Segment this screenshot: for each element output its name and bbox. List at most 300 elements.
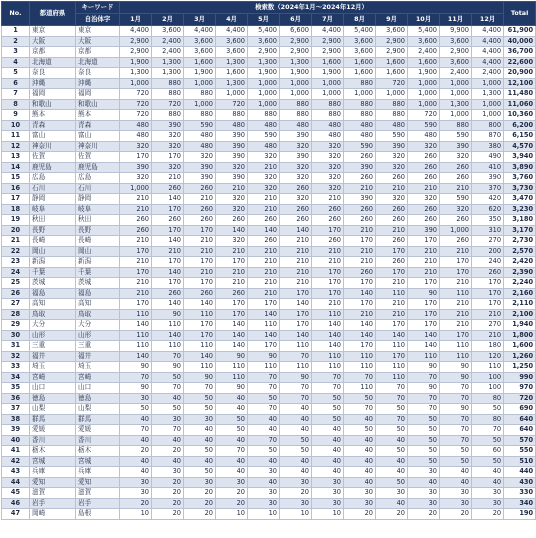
month-value-cell: 480 [248, 120, 280, 131]
month-value-cell: 480 [408, 131, 440, 142]
month-value-cell: 210 [312, 194, 344, 205]
table-row [2, 299, 536, 310]
month-value-cell: 40 [344, 477, 376, 488]
month-value-cell: 390 [408, 225, 440, 236]
month-value-cell: 210 [280, 236, 312, 247]
total-cell: 6,200 [504, 120, 536, 131]
month-value-cell: 40 [376, 467, 408, 478]
month-value-cell: 70 [280, 351, 312, 362]
month-value-cell: 210 [344, 257, 376, 268]
prefecture-cell: 東京 [30, 26, 76, 37]
month-value-cell: 170 [312, 288, 344, 299]
month-value-cell: 880 [184, 89, 216, 100]
total-cell: 1,600 [504, 341, 536, 352]
month-value-cell: 90 [152, 309, 184, 320]
month-value-cell: 720 [152, 99, 184, 110]
keyword-cell: 兵庫 [76, 467, 120, 478]
keyword-cell: 福井 [76, 351, 120, 362]
row-number: 33 [2, 362, 30, 373]
table-row [2, 194, 536, 205]
table-row [2, 509, 536, 520]
month-value-cell: 210 [248, 194, 280, 205]
month-value-cell: 140 [120, 351, 152, 362]
total-cell: 3,940 [504, 152, 536, 163]
row-number: 28 [2, 309, 30, 320]
month-value-cell: 30 [280, 498, 312, 509]
month-value-cell: 2,900 [280, 47, 312, 58]
month-value-cell: 110 [376, 288, 408, 299]
table-row [2, 57, 536, 68]
month-value-cell: 170 [184, 330, 216, 341]
table-row [2, 383, 536, 394]
month-value-cell: 210 [376, 225, 408, 236]
month-value-cell: 260 [408, 173, 440, 184]
month-value-cell: 1,000 [440, 78, 472, 89]
month-value-cell: 210 [344, 225, 376, 236]
month-value-cell: 140 [216, 330, 248, 341]
month-value-cell: 90 [408, 362, 440, 373]
keyword-cell: 沖縄 [76, 78, 120, 89]
table-row [2, 152, 536, 163]
month-value-cell: 20 [408, 509, 440, 520]
month-value-cell: 140 [344, 288, 376, 299]
month-value-cell: 90 [120, 362, 152, 373]
prefecture-cell: 福井 [30, 351, 76, 362]
month-value-cell: 1,600 [184, 57, 216, 68]
month-value-cell: 70 [312, 383, 344, 394]
table-row [2, 393, 536, 404]
month-value-cell: 260 [376, 236, 408, 247]
month-value-cell: 30 [312, 488, 344, 499]
month-value-cell: 40 [216, 435, 248, 446]
month-value-cell: 320 [280, 173, 312, 184]
month-value-cell: 170 [152, 204, 184, 215]
month-value-cell: 40 [376, 435, 408, 446]
keyword-cell: 岐阜 [76, 204, 120, 215]
keyword-cell: 佐賀 [76, 152, 120, 163]
month-value-cell: 320 [312, 173, 344, 184]
month-value-cell: 40 [216, 404, 248, 415]
month-value-cell: 170 [120, 152, 152, 163]
month-value-cell: 1,900 [184, 68, 216, 79]
month-value-cell: 20 [376, 509, 408, 520]
month-value-cell: 390 [216, 173, 248, 184]
total-cell: 3,890 [504, 162, 536, 173]
month-value-cell: 320 [280, 162, 312, 173]
month-value-cell: 210 [472, 309, 504, 320]
month-value-cell: 30 [312, 498, 344, 509]
row-number: 20 [2, 225, 30, 236]
table-row [2, 36, 536, 47]
total-cell: 640 [504, 425, 536, 436]
month-value-cell: 260 [440, 215, 472, 226]
keyword-cell: 福岡 [76, 89, 120, 100]
month-value-cell: 320 [376, 152, 408, 163]
month-value-cell: 3,600 [152, 26, 184, 37]
month-value-cell: 210 [120, 236, 152, 247]
month-value-cell: 110 [472, 362, 504, 373]
month-value-cell: 1,000 [216, 89, 248, 100]
total-cell: 3,170 [504, 225, 536, 236]
month-value-cell: 30 [440, 488, 472, 499]
month-value-cell: 260 [216, 288, 248, 299]
month-value-cell: 20 [120, 498, 152, 509]
month-value-cell: 90 [440, 372, 472, 383]
table-row [2, 99, 536, 110]
month-value-cell: 40 [376, 456, 408, 467]
month-value-cell: 390 [216, 141, 248, 152]
month-value-cell: 320 [152, 141, 184, 152]
total-cell: 3,180 [504, 215, 536, 226]
month-value-cell: 720 [216, 99, 248, 110]
total-cell: 1,940 [504, 320, 536, 331]
month-value-cell: 210 [440, 299, 472, 310]
month-value-cell: 390 [184, 173, 216, 184]
header-month: 3月 [184, 14, 216, 26]
header-month: 1月 [120, 14, 152, 26]
month-value-cell: 4,400 [184, 26, 216, 37]
table-row [2, 173, 536, 184]
month-value-cell: 110 [248, 362, 280, 373]
month-value-cell: 2,900 [312, 36, 344, 47]
month-value-cell: 1,000 [120, 183, 152, 194]
row-number: 39 [2, 425, 30, 436]
row-number: 15 [2, 173, 30, 184]
header-search-volume: 検索数（2024年1月〜2024年12月） [120, 2, 504, 14]
month-value-cell: 170 [472, 278, 504, 289]
month-value-cell: 260 [280, 183, 312, 194]
keyword-cell: 大阪 [76, 36, 120, 47]
month-value-cell: 50 [376, 477, 408, 488]
month-value-cell: 90 [120, 383, 152, 394]
keyword-cell: 山口 [76, 383, 120, 394]
month-value-cell: 6,600 [280, 26, 312, 37]
month-value-cell: 210 [120, 204, 152, 215]
month-value-cell: 1,000 [184, 78, 216, 89]
keyword-cell: 島根 [76, 509, 120, 520]
month-value-cell: 480 [120, 120, 152, 131]
month-value-cell: 70 [248, 383, 280, 394]
row-number: 6 [2, 78, 30, 89]
month-value-cell: 1,000 [344, 89, 376, 100]
total-cell: 990 [504, 372, 536, 383]
total-cell: 510 [504, 456, 536, 467]
month-value-cell: 2,900 [440, 47, 472, 58]
total-cell: 970 [504, 383, 536, 394]
month-value-cell: 170 [440, 267, 472, 278]
month-value-cell: 210 [312, 257, 344, 268]
month-value-cell: 880 [184, 110, 216, 121]
month-value-cell: 30 [184, 477, 216, 488]
month-value-cell: 180 [472, 341, 504, 352]
month-value-cell: 30 [344, 488, 376, 499]
month-value-cell: 50 [440, 456, 472, 467]
month-value-cell: 260 [184, 183, 216, 194]
month-value-cell: 3,600 [216, 47, 248, 58]
month-value-cell: 170 [184, 225, 216, 236]
table-row [2, 204, 536, 215]
month-value-cell: 40 [120, 414, 152, 425]
month-value-cell: 2,400 [408, 47, 440, 58]
month-value-cell: 260 [184, 215, 216, 226]
month-value-cell: 90 [216, 383, 248, 394]
month-value-cell: 50 [408, 456, 440, 467]
month-value-cell: 210 [376, 183, 408, 194]
keyword-cell: 茨城 [76, 278, 120, 289]
month-value-cell: 30 [248, 467, 280, 478]
row-number: 47 [2, 509, 30, 520]
month-value-cell: 4,400 [472, 57, 504, 68]
header-row-bottom [2, 14, 536, 26]
table-row [2, 414, 536, 425]
keyword-cell: 滋賀 [76, 488, 120, 499]
table-row [2, 435, 536, 446]
month-value-cell: 170 [472, 299, 504, 310]
total-cell: 1,250 [504, 362, 536, 373]
header-month: 6月 [280, 14, 312, 26]
month-value-cell: 50 [376, 404, 408, 415]
table-row [2, 488, 536, 499]
month-value-cell: 140 [312, 320, 344, 331]
table-row [2, 257, 536, 268]
row-number: 1 [2, 26, 30, 37]
month-value-cell: 40 [344, 446, 376, 457]
month-value-cell: 260 [152, 215, 184, 226]
month-value-cell: 140 [344, 320, 376, 331]
month-value-cell: 30 [120, 477, 152, 488]
month-value-cell: 210 [440, 246, 472, 257]
month-value-cell: 170 [408, 320, 440, 331]
month-value-cell: 30 [152, 414, 184, 425]
month-value-cell: 210 [216, 267, 248, 278]
month-value-cell: 20 [184, 488, 216, 499]
row-number: 40 [2, 435, 30, 446]
month-value-cell: 70 [120, 372, 152, 383]
prefecture-cell: 京都 [30, 47, 76, 58]
month-value-cell: 260 [472, 267, 504, 278]
row-number: 2 [2, 36, 30, 47]
month-value-cell: 480 [312, 120, 344, 131]
prefecture-cell: 宮崎 [30, 372, 76, 383]
month-value-cell: 260 [408, 162, 440, 173]
month-value-cell: 90 [408, 383, 440, 394]
row-number: 19 [2, 215, 30, 226]
month-value-cell: 40 [248, 456, 280, 467]
month-value-cell: 70 [216, 446, 248, 457]
header-keyword-top: キーワード [76, 2, 120, 14]
month-value-cell: 2,900 [120, 36, 152, 47]
total-cell: 4,570 [504, 141, 536, 152]
month-value-cell: 210 [248, 204, 280, 215]
month-value-cell: 880 [280, 99, 312, 110]
month-value-cell: 260 [344, 215, 376, 226]
keyword-cell: 北海道 [76, 57, 120, 68]
month-value-cell: 1,600 [216, 68, 248, 79]
row-number: 16 [2, 183, 30, 194]
month-value-cell: 320 [248, 173, 280, 184]
total-cell: 40,000 [504, 36, 536, 47]
month-value-cell: 380 [472, 141, 504, 152]
month-value-cell: 3,600 [248, 36, 280, 47]
month-value-cell: 210 [120, 257, 152, 268]
month-value-cell: 590 [440, 194, 472, 205]
month-value-cell: 170 [248, 341, 280, 352]
month-value-cell: 170 [280, 309, 312, 320]
total-cell: 2,390 [504, 267, 536, 278]
prefecture-cell: 鹿児島 [30, 162, 76, 173]
month-value-cell: 40 [152, 393, 184, 404]
month-value-cell: 110 [376, 341, 408, 352]
month-value-cell: 40 [184, 425, 216, 436]
month-value-cell: 3,600 [440, 57, 472, 68]
total-cell: 22,600 [504, 57, 536, 68]
month-value-cell: 480 [376, 120, 408, 131]
month-value-cell: 170 [248, 299, 280, 310]
month-value-cell: 320 [184, 152, 216, 163]
prefecture-cell: 福岡 [30, 89, 76, 100]
table-row [2, 330, 536, 341]
table-row [2, 404, 536, 415]
month-value-cell: 140 [376, 330, 408, 341]
month-value-cell: 390 [376, 141, 408, 152]
month-value-cell: 800 [472, 120, 504, 131]
table-row [2, 110, 536, 121]
month-value-cell: 50 [344, 425, 376, 436]
month-value-cell: 210 [408, 246, 440, 257]
table-row [2, 288, 536, 299]
total-cell: 2,730 [504, 236, 536, 247]
prefecture-cell: 静岡 [30, 194, 76, 205]
month-value-cell: 260 [408, 152, 440, 163]
month-value-cell: 210 [248, 267, 280, 278]
month-value-cell: 140 [248, 330, 280, 341]
row-number: 42 [2, 456, 30, 467]
prefecture-cell: 群馬 [30, 414, 76, 425]
month-value-cell: 20 [216, 498, 248, 509]
month-value-cell: 170 [344, 299, 376, 310]
month-value-cell: 110 [280, 341, 312, 352]
total-cell: 12,100 [504, 78, 536, 89]
month-value-cell: 260 [440, 236, 472, 247]
row-number: 18 [2, 204, 30, 215]
month-value-cell: 370 [472, 183, 504, 194]
month-value-cell: 2,400 [152, 47, 184, 58]
month-value-cell: 170 [216, 299, 248, 310]
month-value-cell: 210 [248, 257, 280, 268]
month-value-cell: 50 [248, 393, 280, 404]
month-value-cell: 70 [184, 383, 216, 394]
month-value-cell: 50 [312, 404, 344, 415]
total-cell: 11,060 [504, 99, 536, 110]
month-value-cell: 3,600 [184, 47, 216, 58]
month-value-cell: 210 [344, 309, 376, 320]
month-value-cell: 620 [472, 204, 504, 215]
month-value-cell: 1,600 [312, 57, 344, 68]
total-cell: 340 [504, 498, 536, 509]
month-value-cell: 50 [152, 404, 184, 415]
month-value-cell: 210 [184, 246, 216, 257]
month-value-cell: 1,000 [280, 89, 312, 100]
row-number: 7 [2, 89, 30, 100]
row-number: 35 [2, 383, 30, 394]
month-value-cell: 480 [184, 131, 216, 142]
row-number: 4 [2, 57, 30, 68]
month-value-cell: 720 [120, 110, 152, 121]
prefecture-cell: 大阪 [30, 36, 76, 47]
month-value-cell: 4,400 [120, 26, 152, 37]
month-value-cell: 1,300 [472, 89, 504, 100]
row-number: 26 [2, 288, 30, 299]
month-value-cell: 40 [472, 467, 504, 478]
table-row [2, 68, 536, 79]
prefecture-cell: 山口 [30, 383, 76, 394]
month-value-cell: 5,400 [248, 26, 280, 37]
total-cell: 2,160 [504, 288, 536, 299]
keyword-cell: 栃木 [76, 446, 120, 457]
month-value-cell: 50 [376, 425, 408, 436]
month-value-cell: 1,300 [152, 57, 184, 68]
month-value-cell: 1,000 [184, 99, 216, 110]
table-row [2, 78, 536, 89]
month-value-cell: 1,000 [312, 78, 344, 89]
month-value-cell: 720 [376, 78, 408, 89]
prefecture-cell: 埼玉 [30, 362, 76, 373]
month-value-cell: 140 [312, 330, 344, 341]
keyword-cell: 神奈川 [76, 141, 120, 152]
table-row [2, 89, 536, 100]
month-value-cell: 50 [376, 446, 408, 457]
keyword-cell: 新潟 [76, 257, 120, 268]
keyword-cell: 群馬 [76, 414, 120, 425]
month-value-cell: 880 [376, 99, 408, 110]
month-value-cell: 20 [216, 488, 248, 499]
total-cell: 3,230 [504, 204, 536, 215]
row-number: 37 [2, 404, 30, 415]
row-number: 25 [2, 278, 30, 289]
table-row [2, 278, 536, 289]
month-value-cell: 110 [344, 362, 376, 373]
month-value-cell: 3,600 [216, 36, 248, 47]
keyword-cell: 福島 [76, 288, 120, 299]
month-value-cell: 320 [440, 204, 472, 215]
month-value-cell: 260 [408, 204, 440, 215]
month-value-cell: 320 [312, 183, 344, 194]
month-value-cell: 170 [120, 267, 152, 278]
month-value-cell: 170 [344, 278, 376, 289]
month-value-cell: 40 [248, 425, 280, 436]
prefecture-cell: 沖縄 [30, 78, 76, 89]
total-cell: 3,730 [504, 183, 536, 194]
month-value-cell: 50 [216, 414, 248, 425]
month-value-cell: 390 [184, 162, 216, 173]
month-value-cell: 1,300 [280, 57, 312, 68]
month-value-cell: 30 [408, 488, 440, 499]
month-value-cell: 50 [408, 446, 440, 457]
month-value-cell: 210 [376, 309, 408, 320]
keyword-cell: 岩手 [76, 498, 120, 509]
month-value-cell: 10 [216, 509, 248, 520]
month-value-cell: 170 [120, 299, 152, 310]
month-value-cell: 320 [216, 236, 248, 247]
month-value-cell: 210 [120, 288, 152, 299]
month-value-cell: 110 [344, 351, 376, 362]
month-value-cell: 70 [344, 404, 376, 415]
month-value-cell: 210 [376, 299, 408, 310]
month-value-cell: 110 [440, 351, 472, 362]
total-cell: 2,100 [504, 309, 536, 320]
month-value-cell: 70 [280, 383, 312, 394]
month-value-cell: 20 [152, 488, 184, 499]
